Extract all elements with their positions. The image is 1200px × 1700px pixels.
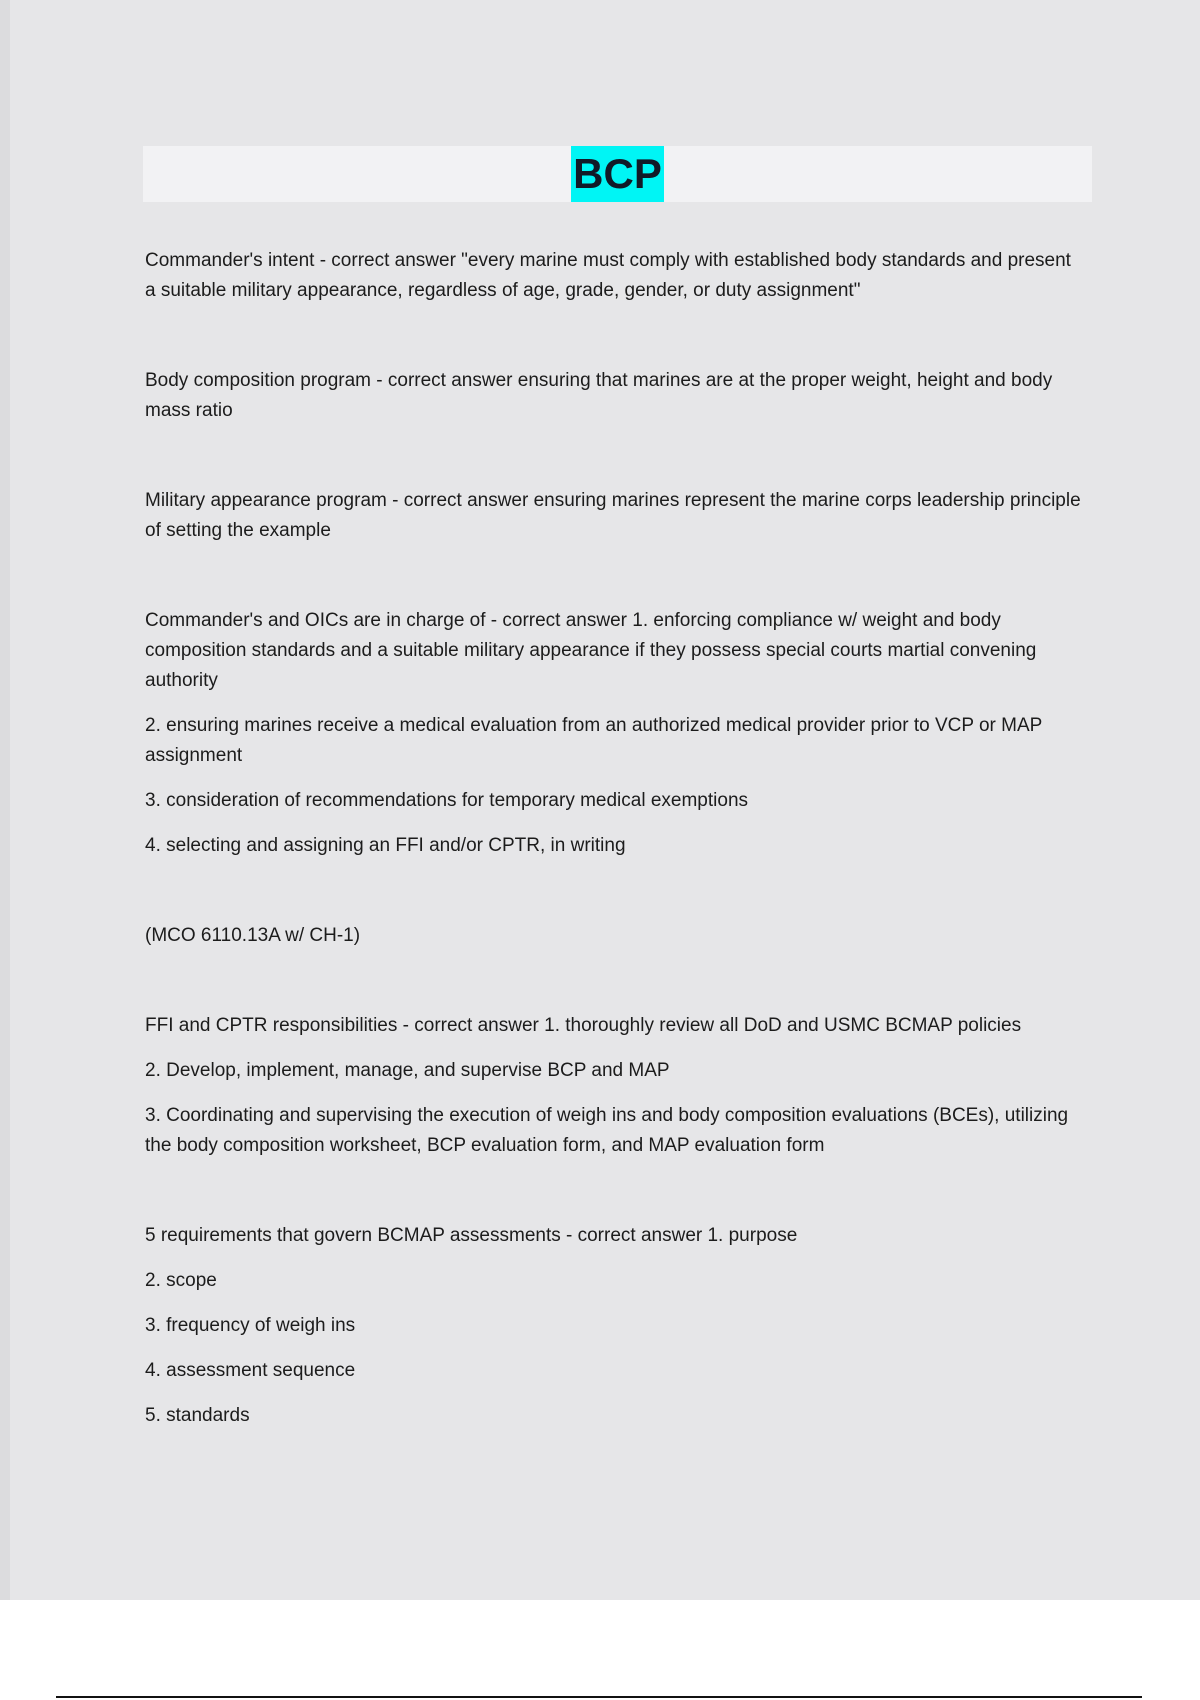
footer-divider [56,1696,1142,1698]
document-body [145,246,1085,1491]
answer-paragraph: Military appearance program - correct answer ensuring marines represent the marine corps leadership principle of setting the example [145,490,1081,541]
list-item: 4. selecting and assigning an FFI and/or CPTR, in writing [145,835,626,856]
list-item: 3. consideration of recommendations for temporary medical exemptions [145,790,749,811]
qa-entry-body-composition-program [145,366,1085,426]
list-item: 3. Coordinating and supervising the execution of weigh ins and body composition evaluations (BCEs), utilizing the body composition worksheet, BCP evaluation form, and MAP evaluation form [145,1105,1069,1156]
list-item: 4. assessment sequence [145,1360,356,1381]
qa-entry-commanders-intent [145,246,1085,306]
qa-entry-bcmap-requirements [145,1221,1085,1431]
list-item: 3. frequency of weigh ins [145,1315,356,1336]
list-item: 5. standards [145,1405,250,1426]
list-item: 2. ensuring marines receive a medical evaluation from an authorized medical provider prior to VCP or MAP assignment [145,715,1042,766]
answer-paragraph: FFI and CPTR responsibilities - correct answer 1. thoroughly review all DoD and USMC BCMAP policies [145,1015,1022,1036]
qa-entry-commanders-oics [145,606,1085,861]
title-bar [143,146,1092,202]
list-item: 2. Develop, implement, manage, and supervise BCP and MAP [145,1060,670,1081]
reference-citation: (MCO 6110.13A w/ CH-1) [145,925,361,946]
qa-entry-military-appearance-program [145,486,1085,546]
qa-entry-ffi-cptr-responsibilities [145,1011,1085,1161]
answer-paragraph: 5 requirements that govern BCMAP assessments - correct answer 1. purpose [145,1225,798,1246]
list-item: 2. scope [145,1270,217,1291]
page-edge [0,0,10,1600]
document-title: BCP [571,146,664,202]
answer-paragraph: Commander's intent - correct answer "every marine must comply with established body standards and present a suitable military appearance, regardless of age, grade, gender, or duty assignment" [145,250,1071,301]
answer-paragraph: Body composition program - correct answer ensuring that marines are at the proper weight, height and body mass ratio [145,370,1053,421]
answer-paragraph: Commander's and OICs are in charge of - correct answer 1. enforcing compliance w/ weight and body composition standards and a suitable military appearance if they possess special courts martial convening authority [145,610,1037,691]
